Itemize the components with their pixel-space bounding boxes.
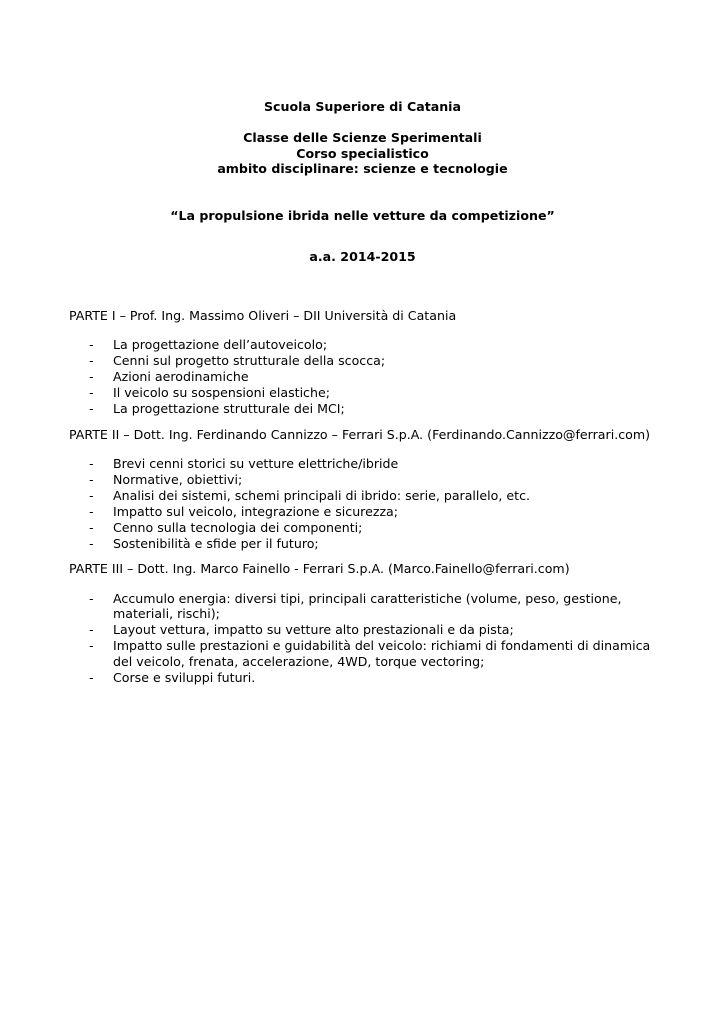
course-title: “La propulsione ibrida nelle vetture da competizione” (170, 208, 555, 223)
list-item: Il veicolo su sospensioni elastiche; (113, 385, 330, 400)
list-item: Brevi cenni storici su vetture elettriche/ibride (113, 456, 399, 471)
list-item-continuation: del veicolo, frenata, accelerazione, 4WD, torque vectoring; (113, 654, 485, 669)
list-bullet: - (89, 456, 94, 471)
list-item: Sostenibilità e sfide per il futuro; (113, 536, 319, 551)
list-item: Corse e sviluppi futuri. (113, 670, 256, 685)
list-bullet: - (89, 536, 94, 551)
list-bullet: - (89, 385, 94, 400)
list-bullet: - (89, 353, 94, 368)
list-bullet: - (89, 488, 94, 503)
list-item: Layout vettura, impatto su vetture alto prestazionali e da pista; (113, 622, 514, 637)
list-item: Cenni sul progetto strutturale della scocca; (113, 353, 386, 368)
discipline-field: ambito disciplinare: scienze e tecnologie (217, 161, 508, 176)
list-item-continuation: materiali, rischi); (113, 606, 220, 621)
list-bullet: - (89, 591, 94, 606)
list-item: Cenno sulla tecnologia dei componenti; (113, 520, 363, 535)
list-bullet: - (89, 401, 94, 416)
list-bullet: - (89, 369, 94, 384)
list-item: Analisi dei sistemi, schemi principali di ibrido: serie, parallelo, etc. (113, 488, 531, 503)
list-bullet: - (89, 337, 94, 352)
list-item: Normative, obiettivi; (113, 472, 243, 487)
list-bullet: - (89, 622, 94, 637)
list-item: Azioni aerodinamiche (113, 369, 249, 384)
list-item: Accumulo energia: diversi tipi, principali caratteristiche (volume, peso, gestione, (113, 591, 622, 606)
list-item: Impatto sulle prestazioni e guidabilità del veicolo: richiami di fondamenti di dinamica (113, 638, 651, 653)
course-type: Corso specialistico (296, 146, 429, 161)
list-item: Impatto sul veicolo, integrazione e sicurezza; (113, 504, 399, 519)
school-name: Scuola Superiore di Catania (263, 99, 462, 114)
part-1-heading: PARTE I – Prof. Ing. Massimo Oliveri – DII Università di Catania (69, 308, 457, 323)
part-2-heading: PARTE II – Dott. Ing. Ferdinando Cannizzo – Ferrari S.p.A. (Ferdinando.Cannizzo@ferrari.com) (69, 427, 651, 442)
part-3-heading: PARTE III – Dott. Ing. Marco Fainello - Ferrari S.p.A. (Marco.Fainello@ferrari.com) (69, 561, 570, 576)
list-bullet: - (89, 472, 94, 487)
list-bullet: - (89, 638, 94, 653)
list-bullet: - (89, 520, 94, 535)
academic-year: a.a. 2014-2015 (309, 249, 416, 264)
list-item: La progettazione dell’autoveicolo; (113, 337, 328, 352)
class-name: Classe delle Scienze Sperimentali (243, 130, 482, 145)
list-bullet: - (89, 504, 94, 519)
list-item: La progettazione strutturale dei MCI; (113, 401, 345, 416)
list-bullet: - (89, 670, 94, 685)
